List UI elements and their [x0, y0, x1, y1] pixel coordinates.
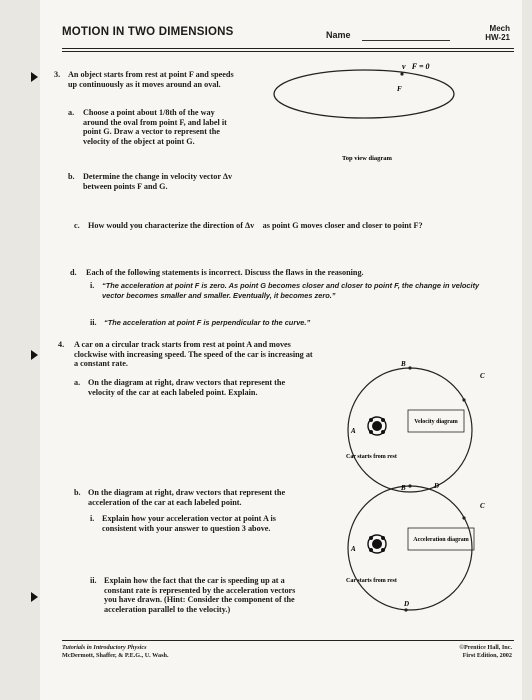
top-view-oval-diagram	[266, 60, 466, 170]
q3-intro: An object starts from rest at point F and speeds up continuously as it moves around an oval.	[68, 70, 234, 89]
q4b-ii-label: ii.	[90, 576, 97, 585]
q4b-i-text: Explain how your acceleration vector at point A is consistent with your answer to question 3 above.	[102, 514, 276, 533]
acceleration-point-d-top: D	[434, 482, 440, 490]
footer-right	[459, 644, 512, 659]
course-code	[470, 24, 510, 42]
footer-authors: McDermott, Shaffer, & P.E.G., U. Wash.	[62, 651, 169, 659]
margin-bullet	[31, 72, 38, 82]
point-f-dot	[400, 72, 403, 75]
q4b-label: b.	[74, 488, 81, 497]
oval-point-f: F	[397, 85, 402, 93]
oval-track	[274, 70, 454, 118]
footer-book-title: Tutorials in Introductory Physics	[62, 644, 147, 651]
acceleration-point-b: B	[401, 484, 406, 492]
velocity-point-c-dot	[462, 398, 465, 401]
acceleration-point-d-dot	[404, 608, 407, 611]
q4b-text: On the diagram at right, draw vectors that represent the acceleration of the car at each labeled point.	[88, 488, 286, 507]
velocity-track-circle	[348, 368, 472, 492]
velocity-car-start-label: Car starts from rest	[346, 454, 397, 460]
header-rule-thin	[62, 51, 514, 52]
q3d-text: Each of the following statements is incorrect. Discuss the flaws in the reasoning.	[86, 268, 364, 277]
margin-bullet	[31, 350, 38, 360]
velocity-diagram-label: Velocity diagram	[414, 419, 458, 425]
name-label: Name	[326, 30, 351, 40]
q4b-ii-text: Explain how the fact that the car is speeding up at a constant rate is represented by the acceleration vectors you have drawn. (Hint: Consider the component of the acceleration parallel to the velocity.)	[104, 576, 296, 614]
worksheet-page	[40, 0, 522, 700]
footer-edition: First Edition, 2002	[462, 651, 512, 659]
header-rule	[62, 48, 514, 49]
q3c-text: How would you characterize the direction of Δv⃗ as point G moves closer and closer to point F?	[88, 221, 423, 230]
q3c-label: c.	[74, 221, 80, 230]
acceleration-point-c: C	[480, 502, 485, 510]
footer-publisher: ©Prentice Hall, Inc.	[459, 644, 512, 651]
car-icon	[368, 417, 386, 435]
course-line-2: HW-21	[485, 33, 510, 42]
oval-caption: Top view diagram	[342, 155, 392, 162]
footer-left	[62, 644, 169, 659]
name-field-line[interactable]	[362, 40, 450, 41]
page-title: MOTION IN TWO DIMENSIONS	[62, 26, 234, 38]
q4-intro: A car on a circular track starts from rest at point A and moves clockwise with increasing speed. The speed of the car is increasing at a constant rate.	[74, 340, 313, 369]
acceleration-point-c-dot	[462, 516, 465, 519]
acceleration-point-a: A	[351, 545, 356, 553]
velocity-point-a: A	[351, 427, 356, 435]
q3d-i-text: “The acceleration at point F is zero. As point G becomes closer and closer to point F, the change in velocity vector becomes smaller and smaller. Eventually, it becomes zero.”	[102, 281, 480, 300]
acceleration-track-circle	[348, 486, 472, 610]
q3-number: 3.	[54, 70, 61, 79]
course-line-1: Mech	[489, 24, 510, 33]
q4a-label: a.	[74, 378, 81, 387]
q3d-i-label: i.	[90, 281, 95, 290]
velocity-point-c: C	[480, 372, 485, 380]
footer-rule	[62, 640, 514, 641]
q3b-text: Determine the change in velocity vector Δv⃗ between points F and G.	[83, 172, 239, 191]
q4a-text: On the diagram at right, draw vectors that represent the velocity of the car at each labeled point. Explain.	[88, 378, 286, 397]
q4b-i-label: i.	[90, 514, 95, 523]
oval-velocity-label: v⃗F = 0	[402, 62, 430, 71]
q3d-label: d.	[70, 268, 77, 277]
q4-number: 4.	[58, 340, 65, 349]
acceleration-car-start-label: Car starts from rest	[346, 578, 397, 584]
q3b-label: b.	[68, 172, 75, 181]
car-icon	[368, 535, 386, 553]
acceleration-diagram	[310, 476, 510, 626]
acceleration-point-d: D	[404, 600, 410, 608]
q3a-text: Choose a point about 1/8th of the way around the oval from point F, and label it point G. Draw a vector to represent the velocity of the object at point G.	[83, 108, 227, 146]
velocity-point-b: B	[401, 360, 406, 368]
q3d-ii-text: “The acceleration at point F is perpendicular to the curve.”	[104, 318, 311, 327]
q3d-ii-label: ii.	[90, 318, 97, 327]
acceleration-diagram-label: Acceleration diagram	[413, 537, 469, 543]
margin-bullet	[31, 592, 38, 602]
q3a-label: a.	[68, 108, 75, 117]
acceleration-point-b-dot	[408, 484, 411, 487]
velocity-point-b-dot	[408, 366, 411, 369]
